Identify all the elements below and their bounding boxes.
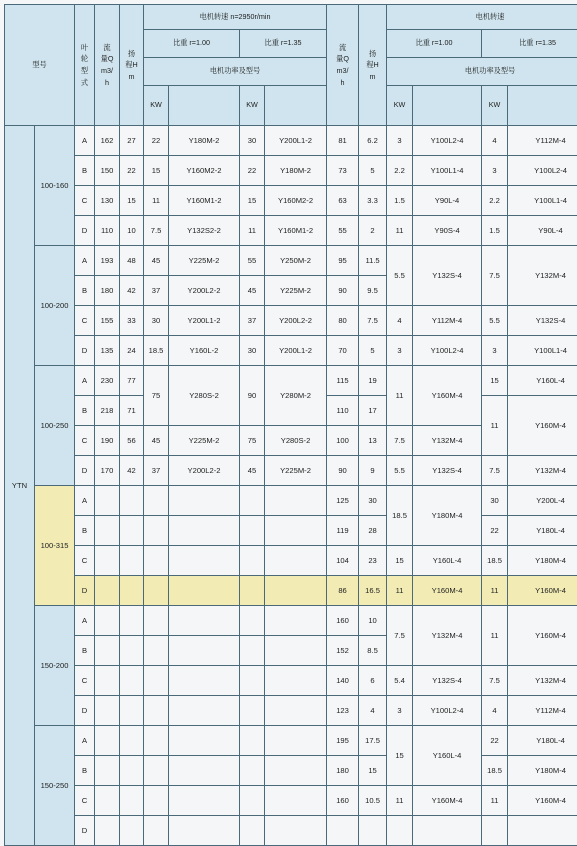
table-row: 150-250 A 195 17.5 15 Y160L-4 22 Y180L-4 xyxy=(5,726,577,756)
table-row: YTN 100-160 A 162 27 22 Y180M-2 30 Y200L1-2 81 6.2 3 Y100L2-4 4 Y112M-4 xyxy=(5,126,577,156)
series-label: YTN xyxy=(5,126,35,846)
header-motor-2950: 电机功率及型号 xyxy=(144,58,327,86)
table-row: 150-200 A 160 10 7.5 Y132M-4 11 Y160M-4 xyxy=(5,606,577,636)
group-label: 150-200 xyxy=(35,606,75,726)
pump-spec-table xyxy=(4,4,577,846)
group-label: 100-160 xyxy=(35,126,75,246)
table-row: B 152 8.5 xyxy=(5,636,577,666)
table-row: B 218 71 110 17 11 Y160M-4 xyxy=(5,396,577,426)
table-header xyxy=(5,5,577,126)
header-head-1450: 扬程H m xyxy=(359,5,387,126)
header-kw: KW xyxy=(482,86,508,126)
group-label: 100-315 xyxy=(35,486,75,606)
header-impeller: 叶轮型式 xyxy=(75,5,95,126)
header-model: 型号 xyxy=(5,5,75,126)
header-sg2-1450: 比重 r=1.35 xyxy=(482,30,577,58)
table-row: C 190 56 45 Y225M-2 75 Y280S-2 100 13 7.5 Y132M-4 xyxy=(5,426,577,456)
header-motor-1450: 电机功率及型号 xyxy=(387,58,577,86)
header-sg1-1450: 比重 r=1.00 xyxy=(387,30,482,58)
table-row: 100-315 A 125 30 18.5 Y180M-4 30 Y200L-4 xyxy=(5,486,577,516)
table-row: D 110 10 7.5 Y132S2-2 11 Y160M1-2 55 2 11 Y90S-4 1.5 Y90L-4 xyxy=(5,216,577,246)
table-row: B 119 28 22 Y180L-4 xyxy=(5,516,577,546)
table-row: C 104 23 15 Y160L-4 18.5 Y180M-4 xyxy=(5,546,577,576)
header-head-2950: 扬程H m xyxy=(120,5,144,126)
group-label: 150-250 xyxy=(35,726,75,846)
table-row: C 130 15 11 Y160M1-2 15 Y160M2-2 63 3.3 1.5 Y90L-4 2.2 Y100L1-4 xyxy=(5,186,577,216)
header-sg1-2950: 比重 r=1.00 xyxy=(144,30,240,58)
pump-spec-sheet xyxy=(4,4,573,839)
header-speed-1450: 电机转速 xyxy=(387,5,577,30)
table-row: C 160 10.5 11 Y160M-4 11 Y160M-4 xyxy=(5,786,577,816)
header-sg2-2950: 比重 r=1.35 xyxy=(240,30,327,58)
table-row: B 180 15 18.5 Y180M-4 xyxy=(5,756,577,786)
table-body xyxy=(5,126,577,846)
header-kw: KW xyxy=(240,86,265,126)
group-label: 100-200 xyxy=(35,246,75,366)
table-row: D 170 42 37 Y200L2-2 45 Y225M-2 90 9 5.5 Y132S-4 7.5 Y132M-4 xyxy=(5,456,577,486)
table-row: 100-200 A 193 48 45 Y225M-2 55 Y250M-2 95 11.5 5.5 Y132S-4 7.5 Y132M-4 xyxy=(5,246,577,276)
header-speed-2950: 电机转速 n=2950r/min xyxy=(144,5,327,30)
header-flow-1450: 流量Q m3/h xyxy=(327,5,359,126)
table-row: B 180 42 37 Y200L2-2 45 Y225M-2 90 9.5 xyxy=(5,276,577,306)
table-row: C 140 6 5.4 Y132S-4 7.5 Y132M-4 xyxy=(5,666,577,696)
table-row: D 135 24 18.5 Y160L-2 30 Y200L1-2 70 5 3 Y100L2-4 3 Y100L1-4 xyxy=(5,336,577,366)
header-kw: KW xyxy=(387,86,413,126)
header-kw: KW xyxy=(144,86,169,126)
table-row: D 123 4 3 Y100L2-4 4 Y112M-4 xyxy=(5,696,577,726)
table-row: B 150 22 15 Y160M2-2 22 Y180M-2 73 5 2.2 Y100L1-4 3 Y100L2-4 xyxy=(5,156,577,186)
group-label: 100-250 xyxy=(35,366,75,486)
table-row: D 86 16.5 11 Y160M-4 11 Y160M-4 xyxy=(5,576,577,606)
table-row: C 155 33 30 Y200L1-2 37 Y200L2-2 80 7.5 4 Y112M-4 5.5 Y132S-4 xyxy=(5,306,577,336)
table-row: D xyxy=(5,816,577,846)
header-flow-2950: 流量Q m3/h xyxy=(95,5,120,126)
table-row: 100-250 A 230 77 75 Y280S-2 90 Y280M-2 115 19 11 Y160M-4 15 Y160L-4 xyxy=(5,366,577,396)
